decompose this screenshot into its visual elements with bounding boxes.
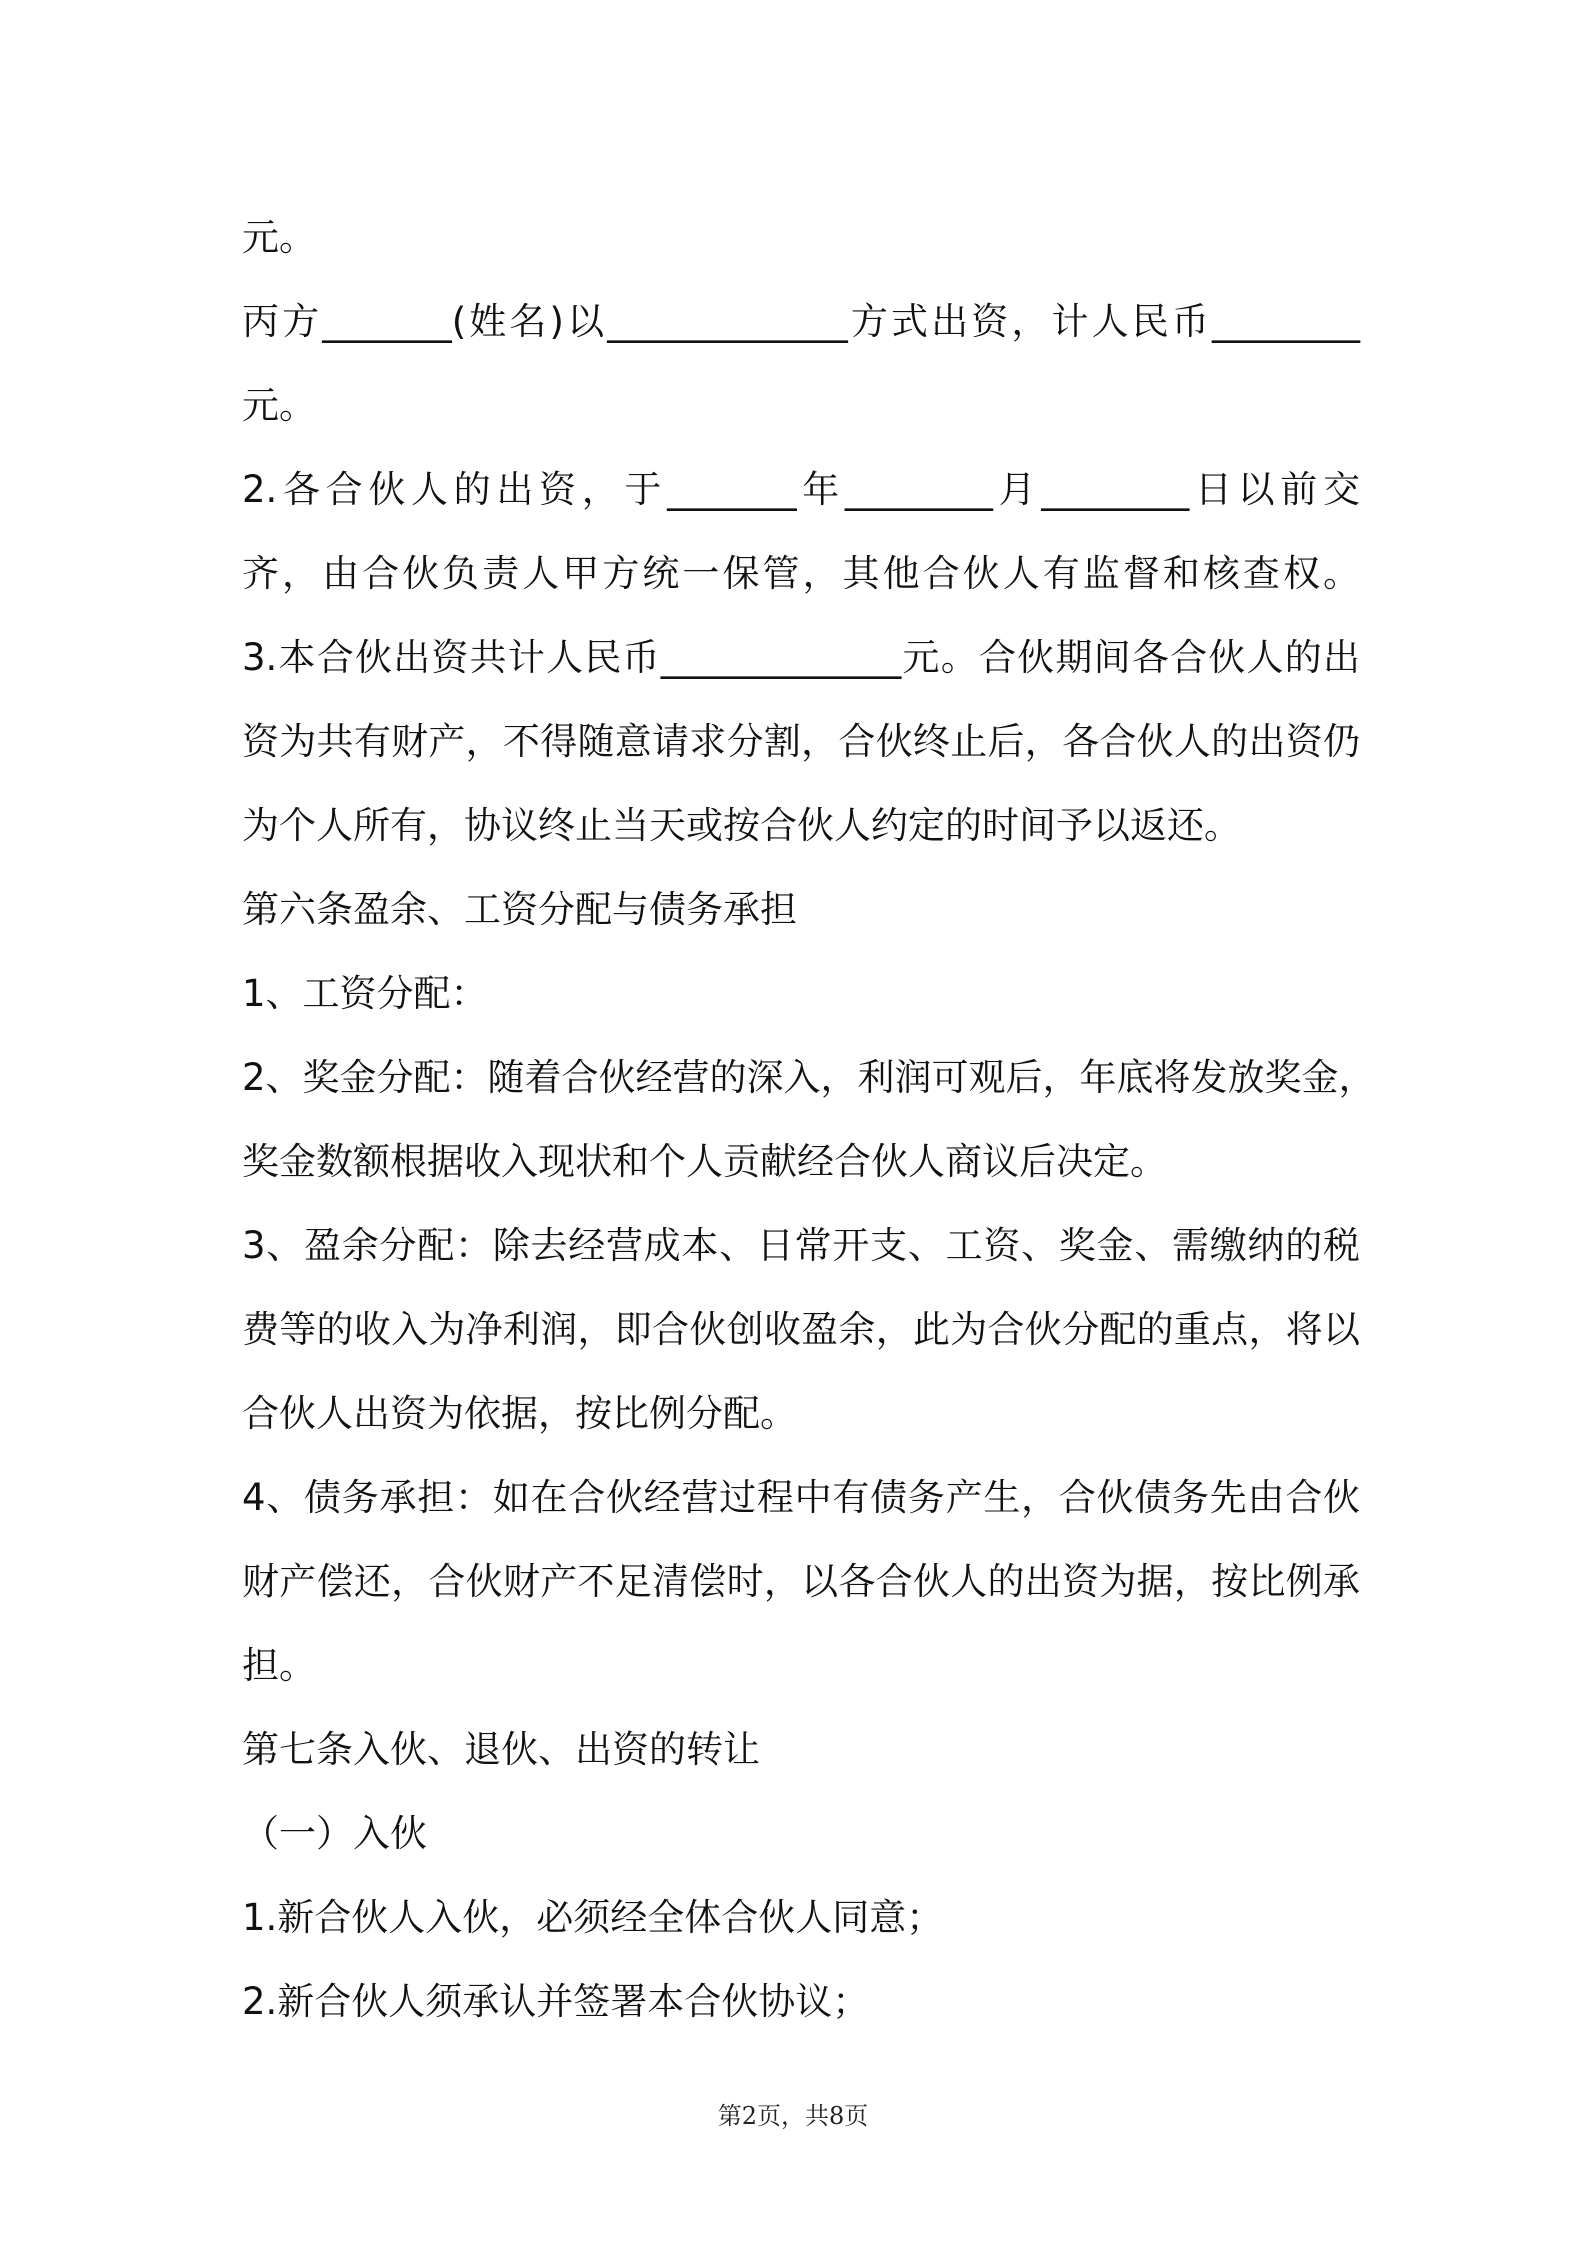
text-line: 1.新合伙人入伙，必须经全体合伙人同意；	[242, 1896, 944, 1939]
text-line: 财产偿还，合伙财产不足清偿时，以各合伙人的出资为据，按比例承	[242, 1560, 1360, 1603]
text-line: 费等的收入为净利润，即合伙创收盈余，此为合伙分配的重点，将以	[242, 1308, 1360, 1351]
text-line: 齐，由合伙负责人甲方统一保管，其他合伙人有监督和核查权。	[242, 552, 1360, 595]
subsection-heading: （一）入伙	[242, 1812, 427, 1855]
text-line: 为个人所有，协议终止当天或按合伙人约定的时间予以返还。	[242, 804, 1241, 847]
text-line: 担。	[242, 1644, 316, 1687]
text-line: 元。	[242, 216, 316, 259]
text-line: 元。	[242, 384, 316, 427]
section-heading: 第六条盈余、工资分配与债务承担	[242, 888, 797, 931]
text-line: 4、债务承担：如在合伙经营过程中有债务产生，合伙债务先由合伙	[242, 1476, 1360, 1519]
document-body	[242, 196, 1376, 2044]
text-line: 2.各合伙人的出资，于_______年________月________日以前交	[242, 468, 1360, 511]
text-line: 3.本合伙出资共计人民币_____________元。合伙期间各合伙人的出	[242, 636, 1360, 679]
text-line: 1、工资分配：	[242, 972, 488, 1015]
section-heading: 第七条入伙、退伙、出资的转让	[242, 1728, 760, 1771]
text-line: 奖金数额根据收入现状和个人贡献经合伙人商议后决定。	[242, 1140, 1167, 1183]
text-line: 3、盈余分配：除去经营成本、日常开支、工资、奖金、需缴纳的税	[242, 1224, 1360, 1267]
text-line: 合伙人出资为依据，按比例分配。	[242, 1392, 797, 1435]
text-line: 2、奖金分配：随着合伙经营的深入，利润可观后，年底将发放奖金，	[242, 1056, 1376, 1099]
text-line: 资为共有财产，不得随意请求分割，合伙终止后，各合伙人的出资仍	[242, 720, 1360, 763]
page-number: 第2页，共8页	[717, 2102, 869, 2130]
text-line: 2.新合伙人须承认并签署本合伙协议；	[242, 1980, 870, 2023]
text-line: 丙方_______(姓名)以_____________方式出资，计人民币________	[242, 300, 1360, 343]
